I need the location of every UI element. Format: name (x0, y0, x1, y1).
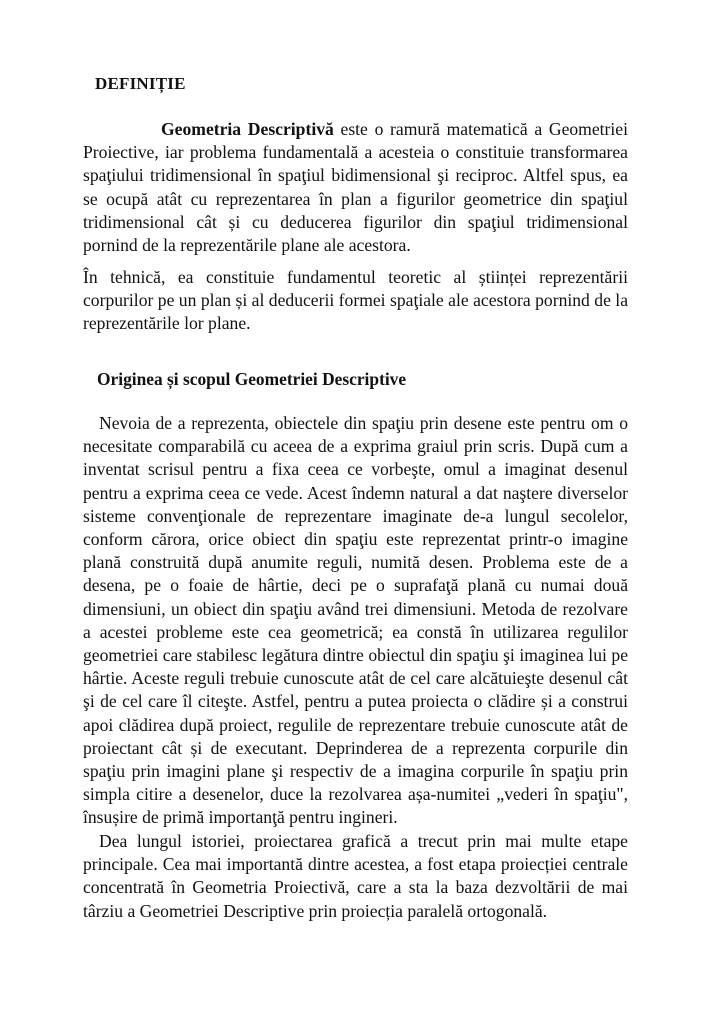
definition-paragraph (83, 118, 628, 257)
definition-text: este o ramură matematică a Geometriei Proiective, iar problema fundamentală a acesteia o constituie transformarea spaţiului tridimensional în spaţiul bidimensional şi reciproc. Altfel spus, ea se ocupă atât cu reprezentarea în plan a figurilor geometrice din spaţiul tridimensional cât și cu deducerea figurilor din spaţiul tridimensional pornind de la reprezentările plane ale acestora. (83, 119, 629, 256)
definition-second-paragraph: În tehnică, ea constituie fundamentul teoretic al științei reprezentării corpurilor pe un plan și al deducerii formei spaţiale ale acestora pornind de la reprezentările lor plane. (83, 267, 628, 334)
body-paragraph-2: Dea lungul istoriei, proiectarea grafică a trecut prin mai multe etape principale. Cea mai importantă dintre acestea, a fost etapa proiecției centrale concentrată în Geometria Proiectivă, care a sta la baza dezvoltării de mai târziu a Geometriei Descriptive prin proiecția paralelă ortogonală. (83, 831, 628, 921)
definition-title: DEFINIȚIE (95, 74, 186, 93)
body-paragraph-1: Nevoia de a reprezenta, obiectele din spaţiu prin desene este pentru om o necesitate comparabilă cu aceea de a exprima graiul prin scris. După cum a inventat scrisul pentru a fixa ceea ce vorbeşte, omul a imaginat desenul pentru a exprima ceea ce vede. Acest îndemn natural a dat naştere diverselor sisteme convenţionale de reprezentare imaginate de-a lungul secolelor, conform cărora, orice obiect din spaţiu este reprezentat printr-o imagine plană construită după anumite reguli, numită desen. Problema este de a desena, pe o foaie de hârtie, deci pe o suprafaţă plană cu numai două dimensiuni, un obiect din spaţiu având trei dimensiuni. Metoda de rezolvare a acestei probleme este cea geometrică; ea constă în utilizarea regulilor geometriei care stabilesc legătura dintre obiectul din spaţiu şi imaginea lui pe hârtie. Aceste reguli trebuie cunoscute atât de cel care alcătuieşte desenul cât şi de cel care îl citeşte. Astfel, pentru a putea proiecta o clădire și a construi apoi clădirea după proiect, regulile de reprezentare trebuie cunoscute atât de proiectant cât și de executant. Deprinderea de a reprezenta corpurile din spaţiu prin imagini plane şi respectiv de a imagina corpurile în spaţiu prin simpla citire a desenelor, duce la rezolvarea așa-numitei „vederi în spaţiu", însușire de primă importanţă pentru ingineri. (83, 413, 628, 828)
section-heading: Originea și scopul Geometriei Descriptive (97, 369, 407, 389)
definition-term: Geometria Descriptivă (161, 119, 334, 139)
